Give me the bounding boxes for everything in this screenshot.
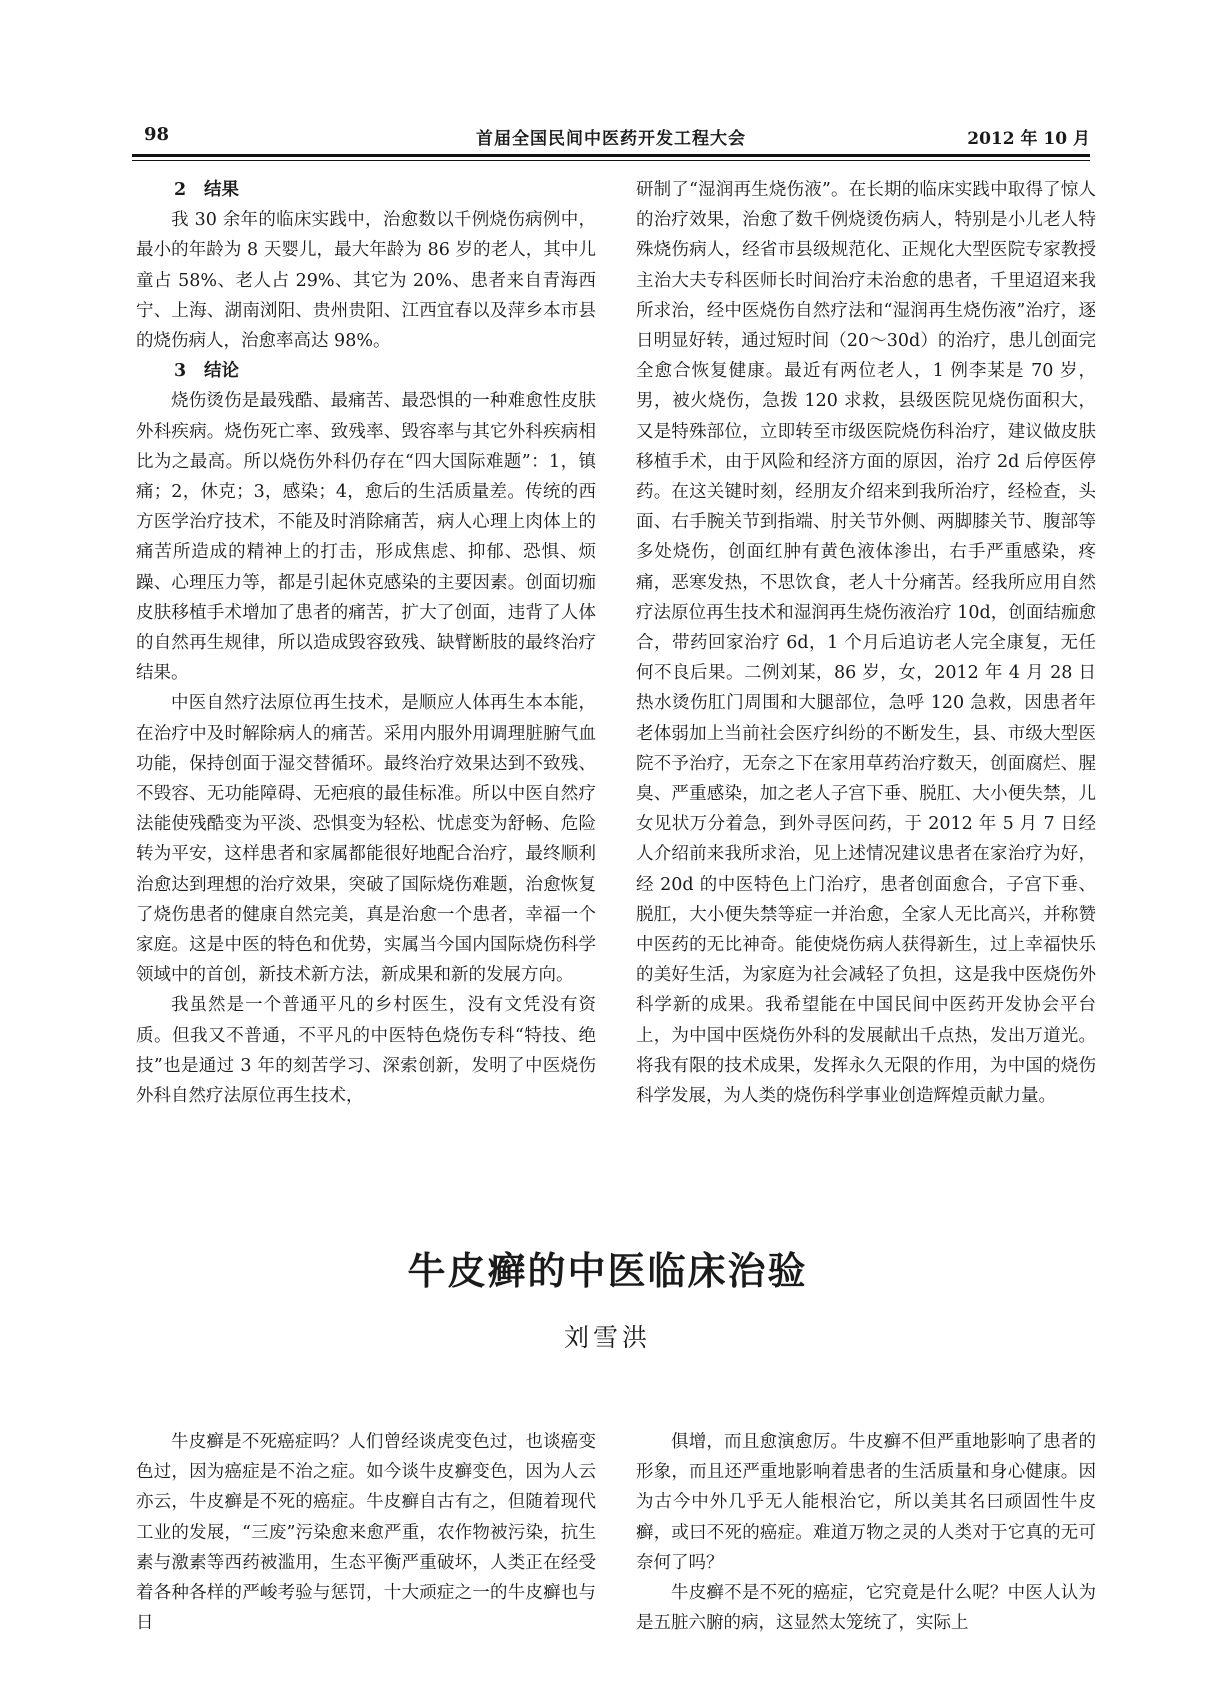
page-number: 98: [144, 124, 170, 145]
article-author: 刘雪洪: [563, 1323, 651, 1352]
article1-right-column: [636, 175, 1096, 1111]
paragraph: 俱增，而且愈演愈厉。牛皮癣不但严重地影响了患者的形象，而且还严重地影响着患者的生活质量和身心健康。因为古今中外几乎无人能根治它，所以美其名曰顽固性牛皮癣，或曰不死的癌症。难道万物之灵的人类对于它真的无可奈何了吗？: [636, 1432, 1096, 1573]
article2-right-column: [636, 1427, 1096, 1638]
paragraph: 我 30 余年的临床实践中，治愈数以千例烧伤病例中，最小的年龄为 8 天婴儿，最大年龄为 86 岁的老人，其中儿童占 58%、老人占 29%、其它为 20%、患者来自青海西宁、上海、湖南浏阳、贵州贵阳、江西宜春以及萍乡本市县的烧伤病人，治愈率高达 98%。: [136, 210, 596, 352]
paragraph: 中医自然疗法原位再生技术，是顺应人体再生本本能，在治疗中及时解除病人的痛苦。采用内服外用调理脏腑气血功能，保持创面于湿交替循环。最终治疗效果达到不致残、不毁容、无功能障碍、无疤痕的最佳标准。所以中医自然疗法能使残酷变为平淡、恐惧变为轻松、忧虑变为舒畅、危险转为平安，这样患者和家属都能很好地配合治疗，最终顺利治愈达到理想的治疗效果，突破了国际烧伤难题，治愈恢复了烧伤患者的健康自然完美，真是治愈一个患者，幸福一个家庭。这是中医的特色和优势，实属当今国内国际烧伤科学领域中的首创，新技术新方法，新成果和新的发展方向。: [136, 693, 596, 986]
section-heading: [136, 356, 596, 386]
paragraph: 我虽然是一个普通平凡的乡村医生，没有文凭没有资质。但我又不普通，不平凡的中医特色烧伤专科“特技、绝技”也是通过 3 年的刻苦学习、深索创新，发明了中医烧伤外科自然疗法原位再生技术，: [136, 995, 596, 1107]
header-rule-thin: [132, 160, 1090, 161]
paragraph: 烧伤烫伤是最残酷、最痛苦、最恐惧的一种难愈性皮肤外科疾病。烧伤死亡率、致残率、毁容率与其它外科疾病相比为之最高。所以烧伤外科仍存在“四大国际难题”：1，镇痛；2，休克；3，感染；4，愈后的生活质量差。传统的西方医学治疗技术，不能及时消除痛苦，病人心理上肉体上的痛苦所造成的精神上的打击，形成焦虑、抑郁、恐惧、烦躁、心理压力等，都是引起休克感染的主要因素。创面切痂皮肤移植手术增加了患者的痛苦，扩大了创面，违背了人体的自然再生规律，所以造成毁容致残、缺臂断肢的最终治疗结果。: [136, 391, 596, 684]
article1-left-column: [136, 175, 596, 1111]
paragraph: 牛皮癣不是不死的癌症，它究竟是什么呢？中医人认为是五脏六腑的病，这显然太笼统了，实际上: [636, 1583, 1096, 1634]
section-title: 结论: [204, 361, 239, 382]
section-number: 2: [174, 180, 187, 200]
article-title: 牛皮癣的中医临床治验: [407, 1249, 808, 1293]
section-number: 3: [174, 361, 187, 382]
conference-name: 首届全国民间中医药开发工程大会: [476, 129, 746, 149]
section-heading: [136, 175, 596, 205]
section-title: 结果: [204, 180, 239, 200]
issue-date: 2012 年 10 月: [967, 129, 1090, 149]
header-rule-thick: [132, 154, 1090, 157]
paragraph: 牛皮癣是不死癌症吗？人们曾经谈虎变色过，也谈癌变色过，因为癌症是不治之症。如今谈牛皮癣变色，因为人云亦云，牛皮癣是不死的癌症。牛皮癣自古有之，但随着现代工业的发展，“三废”污染愈来愈严重，农作物被污染，抗生素与激素等西药被滥用，生态平衡严重破坏，人类正在经受着各种各样的严峻考验与惩罚，十大顽症之一的牛皮癣也与日: [136, 1432, 596, 1634]
running-header: [132, 120, 1090, 156]
paragraph: 研制了“湿润再生烧伤液”。在长期的临床实践中取得了惊人的治疗效果，治愈了数千例烧烫伤病人，特别是小儿老人特殊烧伤病人，经省市县级规范化、正规化大型医院专家教授主治大夫专科医师长时间治疗未治愈的患者，千里迢迢来我所求治，经中医烧伤自然疗法和“湿润再生烧伤液”治疗，逐日明显好转，通过短时间（20～30d）的治疗，患儿创面完全愈合恢复健康。最近有两位老人，1 例李某是 70 岁，男，被火烧伤，急拨 120 求救，县级医院见烧伤面积大，又是特殊部位，立即转至市级医院烧伤科治疗，建议做皮肤移植手术，由于风险和经济方面的原因，治疗 2d 后停医停药。在这关键时刻，经朋友介绍来到我所治疗，经检查，头面、右手腕关节到指端、肘关节外侧、两脚膝关节、腹部等多处烧伤，创面红肿有黄色液体渗出，右手严重感染，疼痛，恶寒发热，不思饮食，老人十分痛苦。经我所应用自然疗法原位再生技术和湿润再生烧伤液治疗 10d，创面结痂愈合，带药回家治疗 6d，1 个月后追访老人完全康复，无任何不良后果。二例刘某，86 岁，女，2012 年 4 月 28 日热水烫伤肛门周围和大腿部位，急呼 120 急救，因患者年老体弱加上当前社会医疗纠纷的不断发生，县、市级大型医院不予治疗，无奈之下在家用草药治疗数天，创面腐烂、腥臭、严重感染，加之老人子宫下垂、脱肛、大小便失禁，儿女见状万分着急，到外寻医问药，于 2012 年 5 月 7 日经人介绍前来我所求治，见上述情况建议患者在家治疗为好，经 20d 的中医特色上门治疗，患者创面愈合，子宫下垂、脱肛，大小便失禁等症一并治愈，全家人无比高兴，并称赞中医药的无比神奇。能使烧伤病人获得新生，过上幸福快乐的美好生活，为家庭为社会减轻了负担，这是我中医烧伤外科学新的成果。我希望能在中国民间中医药开发协会平台上，为中国中医烧伤外科的发展献出千点热，发出万道光。将我有限的技术成果，发挥永久无限的作用，为中国的烧伤科学发展，为人类的烧伤科学事业创造辉煌贡献力量。: [636, 180, 1096, 1107]
article2-left-column: [136, 1427, 596, 1638]
